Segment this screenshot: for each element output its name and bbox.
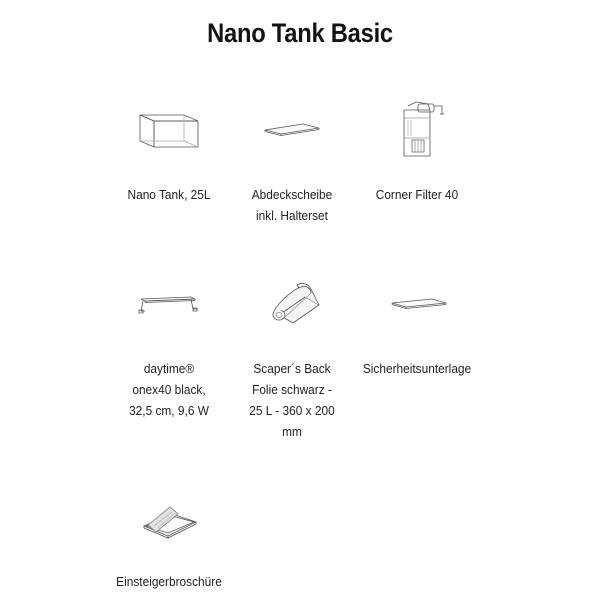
safety-mat-icon bbox=[342, 291, 492, 361]
page-title: Nano Tank Basic bbox=[207, 18, 393, 48]
corner-filter-icon bbox=[342, 100, 492, 170]
item-label: Scaper´s Back Folie schwarz - 25 L - 360 x 200 mm bbox=[249, 362, 335, 439]
item-label: Sicherheitsunterlage bbox=[362, 362, 472, 376]
item-label: Nano Tank, 25L bbox=[127, 188, 211, 202]
item-label: Corner Filter 40 bbox=[375, 188, 459, 202]
item-label: Abdeckscheibe inkl. Halterset bbox=[251, 188, 333, 223]
brochure-icon bbox=[94, 500, 244, 570]
item-label: daytime® onex40 black, 32,5 cm, 9,6 W bbox=[129, 362, 209, 418]
item-label: Einsteigerbroschüre bbox=[116, 575, 222, 589]
